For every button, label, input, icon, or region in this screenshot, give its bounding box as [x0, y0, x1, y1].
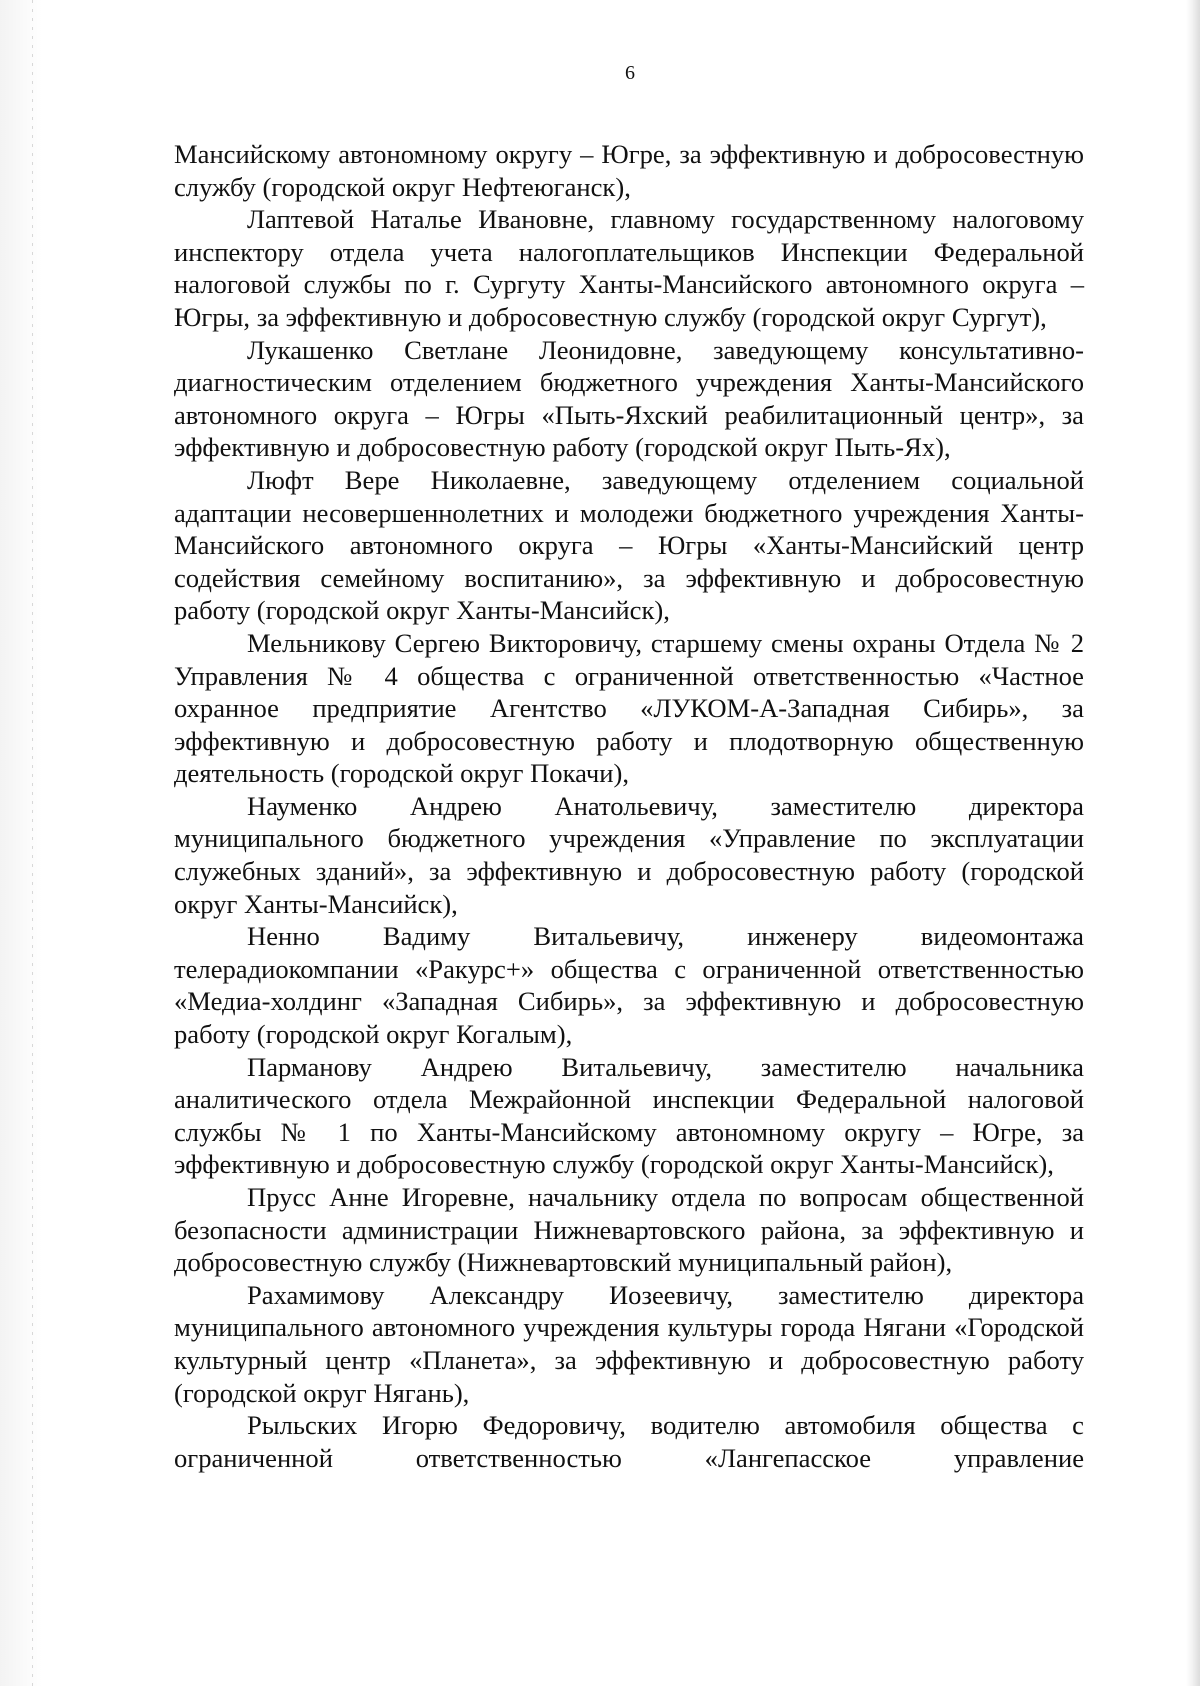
paragraph-pruss: Прусс Анне Игоревне, начальнику отдела по вопросам общественной безопасности администрации Нижневартовского района, за эффективную и добросовестную службу (Нижневартовский муниципальный район), [174, 1182, 1084, 1278]
scan-right-edge [1186, 0, 1200, 1686]
paragraph-lapteva: Лаптевой Наталье Ивановне, главному государственному налоговому инспектору отдела учета налогоплательщиков Инспекции Федеральной налоговой службы по г. Сургуту Ханты-Мансийского автономного округа – Югры, за эффективную и добросовестную службу (городской округ Сургут), [174, 204, 1084, 332]
paragraph-nenno: Ненно Вадиму Витальевичу, инженеру видеомонтажа телерадиокомпании «Ракурс+» общества с ограниченной ответственностью «Медиа-холдинг «Западная Сибирь», за эффективную и добросовестную работу (городской округ Когалым), [174, 921, 1084, 1050]
paragraph-naumenko: Науменко Андрею Анатольевичу, заместителю директора муниципального бюджетного учреждения «Управление по эксплуатации служебных зданий», за эффективную и добросовестную работу (городской округ Ханты-Мансийск), [174, 790, 1084, 919]
scan-left-edge [0, 0, 42, 1686]
paragraph-melnikov: Мельникову Сергею Викторовичу, старшему смены охраны Отдела № 2 Управления № 4 общества с ограниченной ответственностью «Частное охранное предприятие Агентство «ЛУКОМ-А-Западная Сибирь», за эффективную и добросовестную работу и плодотворную общественную деятельность (городской округ Покачи), [174, 627, 1084, 789]
document-body [174, 138, 1084, 1474]
paragraph-lukashenko: Лукашенко Светлане Леонидовне, заведующему консультативно-диагностическим отделением бюджетного учреждения Ханты-Мансийского автономного округа – Югры «Пыть-Яхский реабилитационный центр», за эффективную и добросовестную работу (городской округ Пыть-Ях), [174, 334, 1084, 463]
paragraph-lyuft: Люфт Вере Николаевне, заведующему отделением социальной адаптации несовершеннолетних и молодежи бюджетного учреждения Ханты-Мансийского автономного округа – Югры «Ханты-Мансийский центр содействия семейному воспитанию», за эффективную и добросовестную работу (городской округ Ханты-Мансийск), [174, 464, 1084, 626]
paragraph-continuation: Мансийскому автономному округу – Югре, за эффективную и добросовестную службу (городской округ Нефтеюганск), [174, 139, 1084, 202]
paragraph-rakhamimov: Рахамимову Александру Иозеевичу, заместителю директора муниципального автономного учреждения культуры города Нягани «Городской культурный центр «Планета», за эффективную и добросовестную работу (городской округ Нягань), [174, 1279, 1084, 1408]
page-number: 6 [625, 62, 635, 84]
paragraph-rylskikh: Рыльских Игорю Федоровичу, водителю автомобиля общества с ограниченной ответственностью «Лангепасское управление [174, 1410, 1084, 1473]
paragraph-parmanov: Парманову Андрею Витальевичу, заместителю начальника аналитического отдела Межрайонной инспекции Федеральной налоговой службы № 1 по Ханты-Мансийскому автономному округу – Югре, за эффективную и добросовестную службу (городской округ Ханты-Мансийск), [174, 1051, 1084, 1180]
